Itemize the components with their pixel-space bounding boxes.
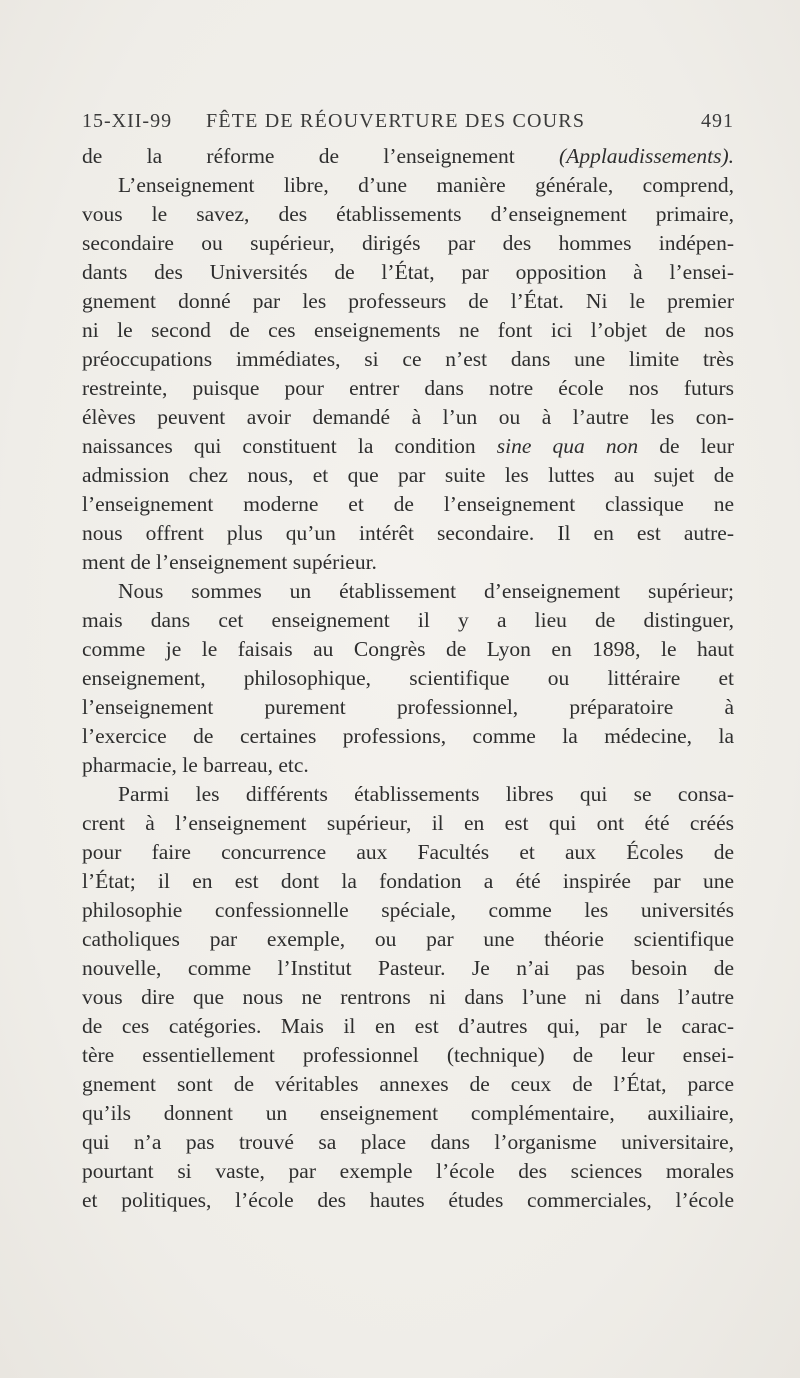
text-segment: et politiques, l’école des hautes études commerciales, l’école xyxy=(82,1188,734,1212)
text-segment: enseignement, philosophique, scientifique ou littéraire et xyxy=(82,666,734,690)
text-line xyxy=(82,954,734,983)
page-number: 491 xyxy=(701,110,734,132)
text-segment: nous offrent plus qu’un intérêt secondaire. Il en est autre- xyxy=(82,521,734,545)
text-line xyxy=(82,229,734,258)
italic-phrase: sine qua non xyxy=(496,434,639,458)
text-line xyxy=(82,142,734,171)
text-line xyxy=(82,606,734,635)
text-line xyxy=(82,635,734,664)
text-line xyxy=(82,809,734,838)
text-line xyxy=(82,200,734,229)
text-line xyxy=(82,896,734,925)
text-segment: L’enseignement libre, d’une manière générale, comprend, xyxy=(118,173,734,197)
text-line xyxy=(82,1099,734,1128)
text-line xyxy=(82,722,734,751)
text-segment: secondaire ou supérieur, dirigés par des hommes indépen- xyxy=(82,231,734,255)
body-text xyxy=(82,142,734,1215)
text-line xyxy=(82,258,734,287)
text-line xyxy=(82,461,734,490)
text-line xyxy=(82,548,734,577)
text-segment: vous le savez, des établissements d’enseignement primaire, xyxy=(82,202,734,226)
text-line xyxy=(82,751,734,780)
text-segment: qui n’a pas trouvé sa place dans l’organisme universitaire, xyxy=(82,1130,734,1154)
text-line xyxy=(82,867,734,896)
text-line xyxy=(82,316,734,345)
text-segment: élèves peuvent avoir demandé à l’un ou à l’autre les con- xyxy=(82,405,734,429)
text-segment: qu’ils donnent un enseignement complémentaire, auxiliaire, xyxy=(82,1101,734,1125)
text-segment: admission chez nous, et que par suite les luttes au sujet de xyxy=(82,463,734,487)
text-segment: l’exercice de certaines professions, comme la médecine, la xyxy=(82,724,734,748)
text-segment: naissances qui constituent la condition xyxy=(82,434,497,458)
text-segment: dants des Universités de l’État, par opposition à l’ensei- xyxy=(82,260,734,284)
text-line xyxy=(82,577,734,606)
text-segment: gnement donné par les professeurs de l’État. Ni le premier xyxy=(82,289,734,313)
text-segment: comme je le faisais au Congrès de Lyon en 1898, le haut xyxy=(82,637,734,661)
text-segment: nouvelle, comme l’Institut Pasteur. Je n’ai pas besoin de xyxy=(82,956,734,980)
italic-phrase: (Applaudissements). xyxy=(559,144,734,168)
text-line xyxy=(82,1041,734,1070)
text-line xyxy=(82,1128,734,1157)
text-segment: préoccupations immédiates, si ce n’est dans une limite très xyxy=(82,347,734,371)
text-segment: pourtant si vaste, par exemple l’école des sciences morales xyxy=(82,1159,734,1183)
text-line xyxy=(82,519,734,548)
text-segment: de ces catégories. Mais il en est d’autres qui, par le carac- xyxy=(82,1014,734,1038)
running-header xyxy=(82,110,734,140)
text-line xyxy=(82,925,734,954)
text-segment: Nous sommes un établissement d’enseignement supérieur; xyxy=(118,579,734,603)
text-segment: catholiques par exemple, ou par une théorie scientifique xyxy=(82,927,734,951)
text-line xyxy=(82,490,734,519)
text-segment: pharmacie, le barreau, etc. xyxy=(82,753,309,777)
header-title: FÊTE DE RÉOUVERTURE DES COURS xyxy=(206,110,586,132)
text-line xyxy=(82,403,734,432)
text-line xyxy=(82,664,734,693)
text-segment: gnement sont de véritables annexes de ceux de l’État, parce xyxy=(82,1072,734,1096)
text-segment: restreinte, puisque pour entrer dans notre école nos futurs xyxy=(82,376,734,400)
text-line xyxy=(82,1157,734,1186)
text-segment: vous dire que nous ne rentrons ni dans l’une ni dans l’autre xyxy=(82,985,734,1009)
text-segment: ment de l’enseignement supérieur. xyxy=(82,550,377,574)
text-line xyxy=(82,693,734,722)
text-line xyxy=(82,780,734,809)
text-line xyxy=(82,287,734,316)
text-line xyxy=(82,983,734,1012)
text-segment: ni le second de ces enseignements ne font ici l’objet de nos xyxy=(82,318,734,342)
text-segment: mais dans cet enseignement il y a lieu de distinguer, xyxy=(82,608,734,632)
text-line xyxy=(82,1012,734,1041)
text-segment: philosophie confessionnelle spéciale, comme les universités xyxy=(82,898,734,922)
text-line xyxy=(82,1186,734,1215)
text-segment: crent à l’enseignement supérieur, il en est qui ont été créés xyxy=(82,811,734,835)
text-segment: l’enseignement purement professionnel, préparatoire à xyxy=(82,695,734,719)
text-segment: de la réforme de l’enseignement xyxy=(82,144,560,168)
text-segment: Parmi les différents établissements libres qui se consa- xyxy=(118,782,734,806)
text-line xyxy=(82,1070,734,1099)
text-line xyxy=(82,374,734,403)
text-line xyxy=(82,171,734,200)
text-line xyxy=(82,432,734,461)
text-segment: l’État; il en est dont la fondation a été inspirée par une xyxy=(82,869,734,893)
text-line xyxy=(82,345,734,374)
text-segment: l’enseignement moderne et de l’enseignement classique ne xyxy=(82,492,734,516)
text-segment: de leur xyxy=(638,434,734,458)
text-line xyxy=(82,838,734,867)
text-segment: tère essentiellement professionnel (technique) de leur ensei- xyxy=(82,1043,734,1067)
text-segment: pour faire concurrence aux Facultés et aux Écoles de xyxy=(82,840,734,864)
header-date: 15-XII-99 xyxy=(82,110,173,132)
